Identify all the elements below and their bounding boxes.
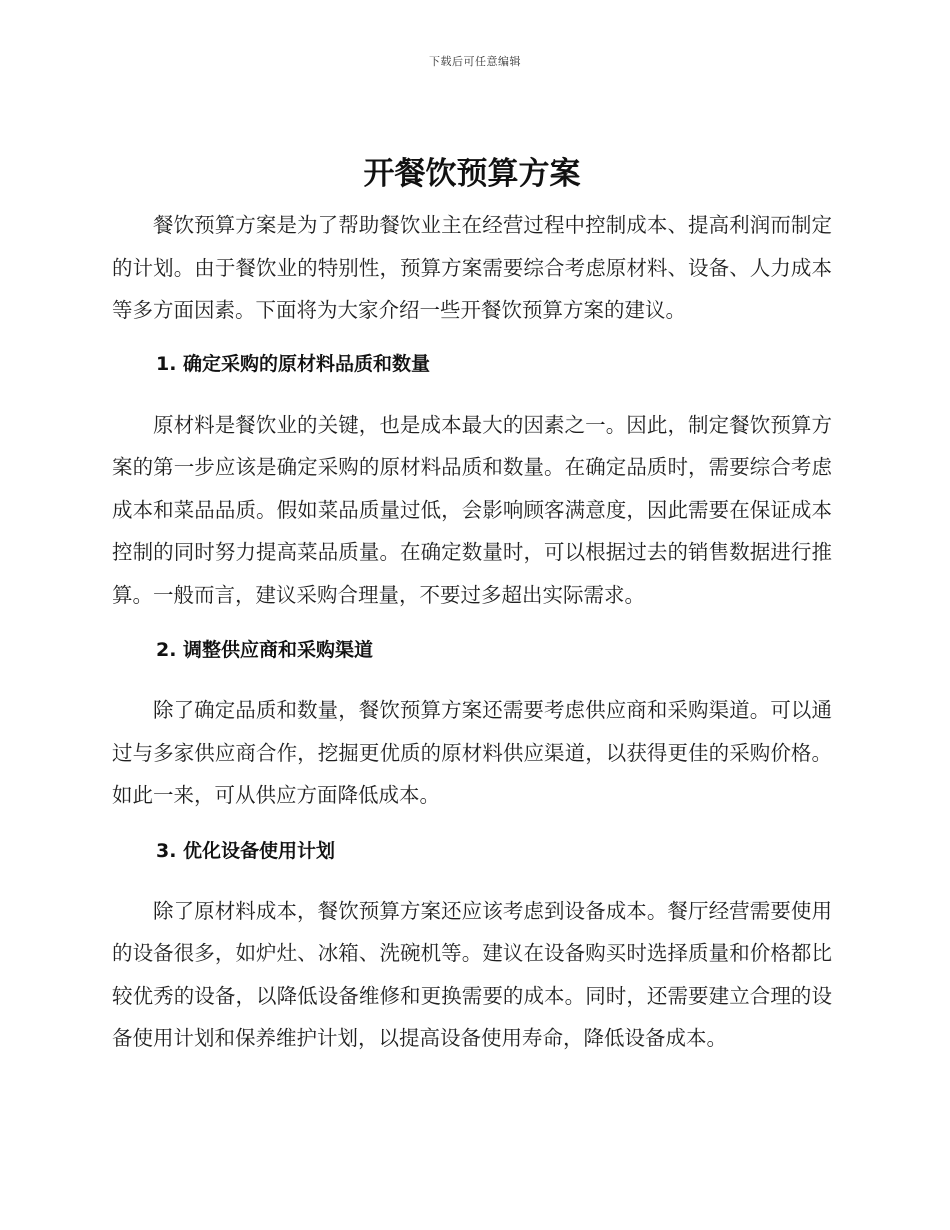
page-header-note: 下载后可任意编辑 [429,55,521,68]
section-body-1: 原材料是餐饮业的关键，也是成本最大的因素之一。因此，制定餐饮预算方案的第一步应该是确定采购的原材料品质和数量。在确定品质时，需要综合考虑成本和菜品品质。假如菜品质量过低，会影响顾客满意度，因此需要在保证成本控制的同时努力提高菜品质量。在确定数量时，可以根据过去的销售数据进行推算。一般而言，建议采购合理量，不要过多超出实际需求。 [112,412,832,607]
section-heading-2: 2. 调整供应商和采购渠道 [156,639,374,661]
intro-paragraph: 餐饮预算方案是为了帮助餐饮业主在经营过程中控制成本、提高利润而制定的计划。由于餐饮业的特别性，预算方案需要综合考虑原材料、设备、人力成本等多方面因素。下面将为大家介绍一些开餐饮预算方案的建议。 [112,213,832,322]
document-title: 开餐饮预算方案 [363,156,581,192]
section-heading-3: 3. 优化设备使用计划 [156,839,336,862]
section-body-2: 除了确定品质和数量，餐饮预算方案还需要考虑供应商和采购渠道。可以通过与多家供应商合作，挖掘更优质的原材料供应渠道，以获得更佳的采购价格。如此一来，可从供应方面降低成本。 [112,698,832,807]
document-body [112,150,832,1060]
section-heading-1: 1. 确定采购的原材料品质和数量 [156,352,431,375]
section-body-3: 除了原材料成本，餐饮预算方案还应该考虑到设备成本。餐厅经营需要使用的设备很多，如炉灶、冰箱、洗碗机等。建议在设备购买时选择质量和价格都比较优秀的设备，以降低设备维修和更换需要的成本。同时，还需要建立合理的设备使用计划和保养维护计划，以提高设备使用寿命，降低设备成本。 [112,898,832,1050]
